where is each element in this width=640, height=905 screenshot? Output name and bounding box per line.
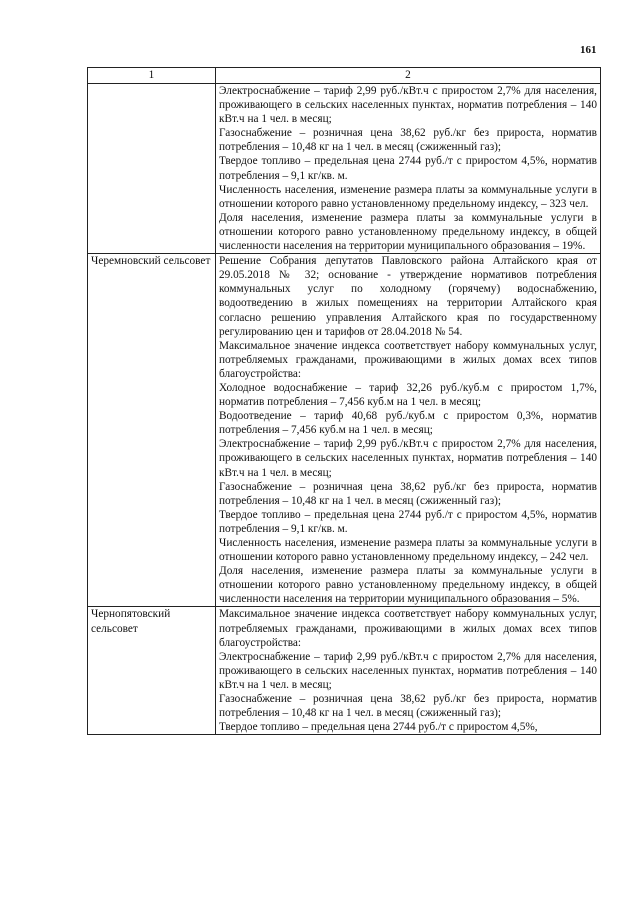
description-cell bbox=[216, 254, 601, 607]
description-paragraph: Твердое топливо – предельная цена 2744 руб./т с приростом 4,5%, норматив потребления – 9,1 кг/кв. м. bbox=[219, 155, 597, 182]
description-paragraph: Водоотведение – тариф 40,68 руб./куб.м с приростом 0,3%, норматив потребления – 7,456 куб.м на 1 чел. в месяц; bbox=[219, 410, 597, 437]
municipality-name: Черемновский сельсовет bbox=[88, 254, 216, 607]
description-paragraph: Электроснабжение – тариф 2,99 руб./кВт.ч с приростом 2,7% для населения, проживающего в сельских населенных пунктах, норматив потребления – 140 кВт.ч на 1 чел. в месяц; bbox=[219, 438, 597, 479]
page-number: 161 bbox=[580, 44, 597, 56]
document-table bbox=[87, 67, 601, 735]
description-paragraph: Электроснабжение – тариф 2,99 руб./кВт.ч с приростом 2,7% для населения, проживающего в сельских населенных пунктах, норматив потребления – 140 кВт.ч на 1 чел. в месяц; bbox=[219, 85, 597, 126]
description-paragraph: Газоснабжение – розничная цена 38,62 руб./кг без прироста, норматив потребления – 10,48 кг на 1 чел. в месяц (сжиженный газ); bbox=[219, 127, 597, 154]
municipality-name bbox=[88, 84, 216, 254]
description-paragraph: Максимальное значение индекса соответствует набору коммунальных услуг, потребляемых гражданами, проживающими в жилых домах всех типов благоустройства: bbox=[219, 608, 597, 649]
table-row bbox=[88, 84, 601, 254]
description-paragraph: Численность населения, изменение размера платы за коммунальные услуги в отношении которого равно установленному предельному индексу, – 323 чел. bbox=[219, 183, 597, 210]
description-paragraph: Максимальное значение индекса соответствует набору коммунальных услуг, потребляемых гражданами, проживающими в жилых домах всех типов благоустройства: bbox=[219, 339, 597, 380]
description-paragraph: Газоснабжение – розничная цена 38,62 руб./кг без прироста, норматив потребления – 10,48 кг на 1 чел. в месяц (сжиженный газ); bbox=[219, 693, 597, 720]
municipality-name: Чернопятовский сельсовет bbox=[88, 607, 216, 735]
description-paragraph: Доля населения, изменение размера платы за коммунальные услуги в отношении которого равно установленному предельному индексу, в общей численности населения на территории муниципального образования – 19%. bbox=[219, 211, 597, 253]
description-paragraph: Численность населения, изменение размера платы за коммунальные услуги в отношении которого равно установленному предельному индексу, – 242 чел. bbox=[219, 537, 597, 564]
column-header-2: 2 bbox=[216, 68, 601, 84]
description-paragraph: Решение Собрания депутатов Павловского района Алтайского края от 29.05.2018 № 32; основание - утверждение нормативов потребления коммунальных услуг по холодному (горячему) водоснабжению, водоотведению в жилых помещениях на территории Алтайского края согласно решению управления Алтайского края по государственному регулированию цен и тарифов от 28.04.2018 № 54. bbox=[219, 255, 597, 338]
description-paragraph: Газоснабжение – розничная цена 38,62 руб./кг без прироста, норматив потребления – 10,48 кг на 1 чел. в месяц (сжиженный газ); bbox=[219, 480, 597, 507]
table-row bbox=[88, 254, 601, 607]
table-row bbox=[88, 607, 601, 735]
table-header-row bbox=[88, 68, 601, 84]
column-header-1: 1 bbox=[88, 68, 216, 84]
description-cell bbox=[216, 84, 601, 254]
description-paragraph: Холодное водоснабжение – тариф 32,26 руб./куб.м с приростом 1,7%, норматив потребления – 7,456 куб.м на 1 чел. в месяц; bbox=[219, 381, 597, 409]
description-paragraph: Твердое топливо – предельная цена 2744 руб./т с приростом 4,5%, bbox=[219, 721, 538, 734]
description-paragraph: Доля населения, изменение размера платы за коммунальные услуги в отношении которого равно установленному предельному индексу, в общей численности населения на территории муниципального образования – 5%. bbox=[219, 565, 597, 606]
description-cell bbox=[216, 607, 601, 735]
description-paragraph: Электроснабжение – тариф 2,99 руб./кВт.ч с приростом 2,7% для населения, проживающего в сельских населенных пунктах, норматив потребления – 140 кВт.ч на 1 чел. в месяц; bbox=[219, 650, 597, 691]
description-paragraph: Твердое топливо – предельная цена 2744 руб./т с приростом 4,5%, норматив потребления – 9,1 кг/кв. м. bbox=[219, 508, 597, 535]
